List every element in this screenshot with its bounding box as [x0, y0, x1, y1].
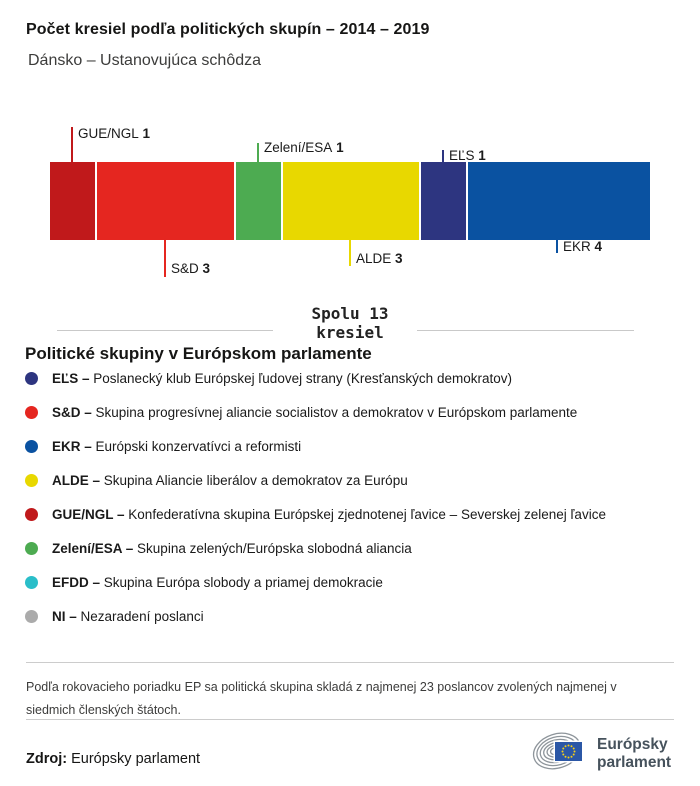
legend-item-efdd: [25, 565, 685, 599]
source-label: Zdroj:: [26, 751, 68, 767]
legend-abbr: S&D –: [52, 404, 92, 420]
legend-desc: Skupina progresívnej aliancie socialistov a demokratov v Európskom parlamente: [95, 404, 578, 420]
callout-label-alde: ALDE 3: [356, 251, 403, 266]
legend-desc: Skupina zelených/Európska slobodná aliancia: [137, 540, 412, 556]
ep-logo-line-2: parlament: [597, 753, 672, 771]
callout-label-zeleni-esa: Zelení/ESA 1: [264, 140, 344, 155]
callout-line-zeleni-esa: [257, 143, 259, 162]
legend-desc: Skupina Aliancie liberálov a demokratov za Európu: [103, 472, 408, 488]
callout-label-els: EĽS 1: [449, 148, 486, 163]
ep-logo-text: [597, 736, 671, 772]
bar-segment-sd[interactable]: [95, 162, 233, 240]
footnote-text: Podľa rokovacieho poriadku EP sa politická skupina skladá z najmenej 23 poslancov zvolených najmenej v siedmich členských štátoch.: [26, 680, 617, 717]
legend-dot-guengl: [25, 508, 38, 521]
callout-line-guengl: [71, 127, 73, 162]
page-title: Počet kresiel podľa politických skupín – 2014 – 2019: [26, 21, 430, 38]
total-line-2: kresiel: [316, 323, 384, 342]
legend-item-ni: [25, 599, 685, 633]
legend-dot-ekr: [25, 440, 38, 453]
legend-item-sd: [25, 395, 685, 429]
seat-count: 1: [336, 140, 344, 155]
bar-segment-ekr[interactable]: [466, 162, 650, 240]
legend-heading: Politické skupiny v Európskom parlamente: [25, 344, 372, 363]
source-value: Európsky parlament: [71, 751, 201, 767]
legend-abbr: EKR –: [52, 438, 92, 454]
legend-abbr: Zelení/ESA –: [52, 540, 134, 556]
legend-abbr: EĽS –: [52, 370, 90, 386]
legend-dot-alde: [25, 474, 38, 487]
callout-line-ekr: [556, 240, 558, 253]
legend-item-guengl: [25, 497, 685, 531]
callout-line-sd: [164, 240, 166, 277]
seat-count: 4: [594, 239, 603, 254]
legend-item-alde: [25, 463, 685, 497]
callout-label-guengl: GUE/NGL 1: [78, 126, 151, 141]
bar-segment-alde[interactable]: [281, 162, 419, 240]
bar-segment-els[interactable]: [419, 162, 466, 240]
seat-bar: [50, 162, 650, 240]
legend-dot-efdd: [25, 576, 38, 589]
bar-segment-zeleni-esa[interactable]: [234, 162, 281, 240]
legend-abbr: NI –: [52, 608, 77, 624]
european-parliament-logo: [531, 724, 671, 783]
legend-dot-zeleni-esa: [25, 542, 38, 555]
bar-segment-guengl[interactable]: [50, 162, 95, 240]
legend-desc: Konfederatívna skupina Európskej zjednotenej ľavice – Severskej zelenej ľavice: [128, 506, 606, 522]
seat-count: 3: [202, 261, 211, 276]
seat-count: 1: [142, 126, 151, 141]
legend-item-zeleni-esa: [25, 531, 685, 565]
ep-logo-line-1: Európsky: [597, 735, 668, 753]
legend-abbr: GUE/NGL –: [52, 506, 125, 522]
legend-list: [25, 361, 685, 633]
total-seats-label: [0, 304, 700, 342]
legend-dot-ni: [25, 610, 38, 623]
legend-item-els: [25, 361, 685, 395]
legend-desc: Nezaradení poslanci: [80, 608, 204, 624]
seat-count: 1: [478, 148, 486, 163]
callout-line-alde: [349, 240, 351, 266]
callout-label-ekr: EKR 4: [563, 239, 603, 254]
total-line-1: Spolu 13: [311, 304, 389, 323]
legend-desc: Poslanecký klub Európskej ľudovej strany (Kresťanských demokratov): [93, 370, 512, 386]
legend-abbr: EFDD –: [52, 574, 101, 590]
footnote-divider-bottom: [26, 719, 674, 720]
legend-dot-els: [25, 372, 38, 385]
legend-dot-sd: [25, 406, 38, 419]
seat-count: 3: [395, 251, 403, 266]
page-subtitle: Dánsko – Ustanovujúca schôdza: [28, 52, 262, 69]
source-line: [26, 751, 200, 767]
legend-abbr: ALDE –: [52, 472, 101, 488]
callout-label-sd: S&D 3: [171, 261, 211, 276]
legend-desc: Európski konzervatívci a reformisti: [95, 438, 302, 454]
ep-hemicycle-icon: [531, 724, 589, 783]
footnote-divider-top: [26, 662, 674, 663]
legend-item-ekr: [25, 429, 685, 463]
callout-line-els: [442, 150, 444, 162]
legend-desc: Skupina Európa slobody a priamej demokracie: [103, 574, 383, 590]
